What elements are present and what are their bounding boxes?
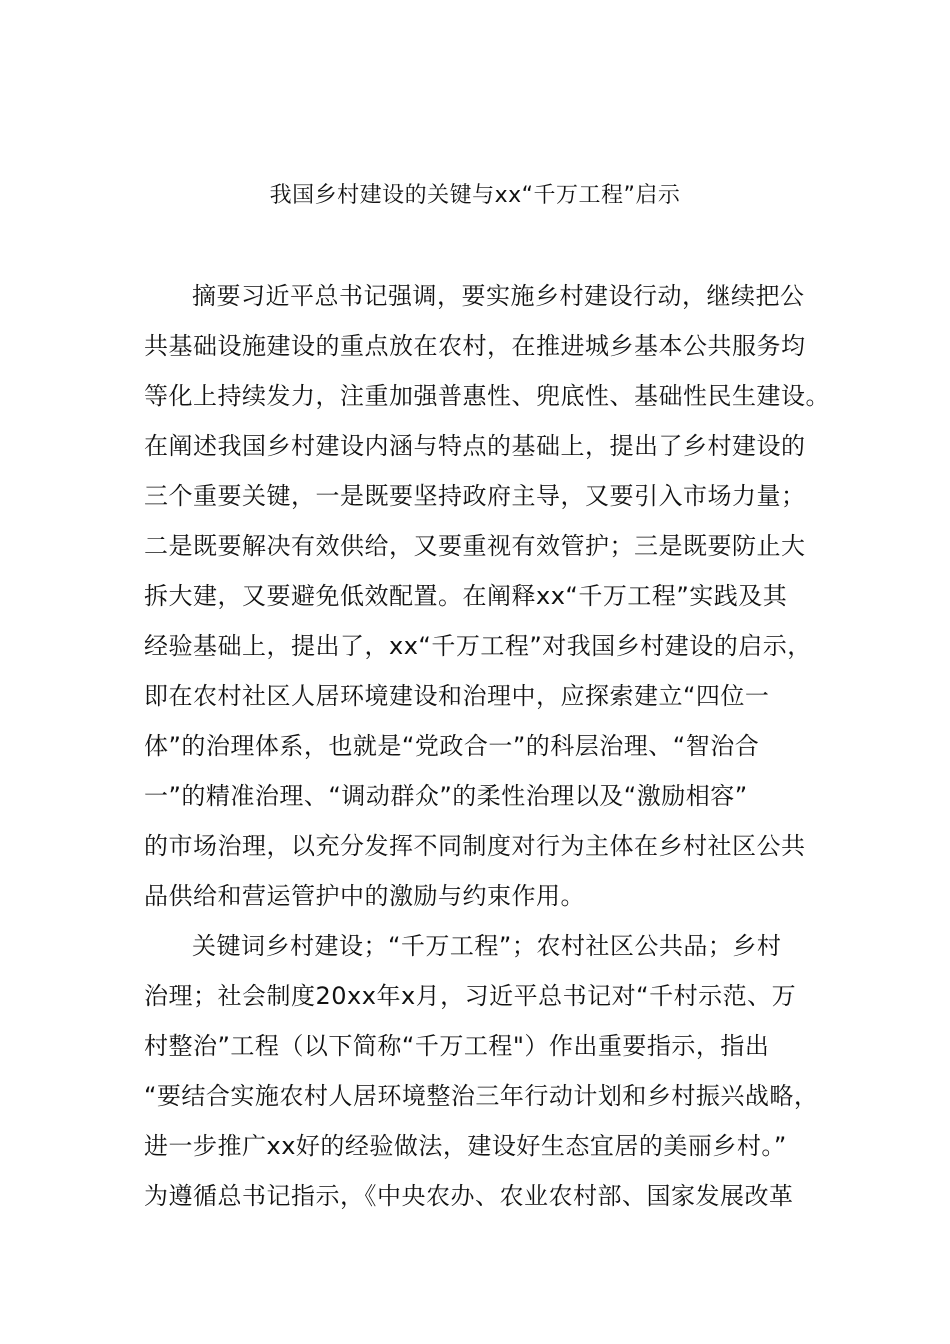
paragraph-line: 关键词乡村建设；“千万工程”；农村社区公共品；乡村 <box>192 932 782 960</box>
paragraph-line: 一”的精准治理、“调动群众”的柔性治理以及“激励相容” <box>144 782 748 810</box>
paragraph-line: 摘要习近平总书记强调，要实施乡村建设行动，继续把公 <box>192 282 805 310</box>
paragraph-line: 等化上持续发力，注重加强普惠性、兜底性、基础性民生建设。 <box>144 382 830 410</box>
paragraph-line: 进一步推广xx好的经验做法，建设好生态宜居的美丽乡村。” <box>144 1132 787 1160</box>
paragraph-line: 经验基础上，提出了，xx“千万工程”对我国乡村建设的启示， <box>144 632 812 660</box>
document-body <box>144 278 830 1228</box>
paragraph-line: 的市场治理，以充分发挥不同制度对行为主体在乡村社区公共 <box>144 832 806 860</box>
paragraph-line: 二是既要解决有效供给，又要重视有效管护；三是既要防止大 <box>144 532 806 560</box>
paragraph-line: 为遵循总书记指示，《中央农办、农业农村部、国家发展改革 <box>144 1182 794 1210</box>
paragraph-line: 品供给和营运管护中的激励与约束作用。 <box>144 882 585 910</box>
paragraph-line: 治理；社会制度20xx年x月，习近平总书记对“千村示范、万 <box>144 982 797 1010</box>
paragraph-line: 体”的治理体系，也就是“党政合一”的科层治理、“智治合 <box>144 732 760 760</box>
paragraph-line: “要结合实施农村人居环境整治三年行动计划和乡村振兴战略， <box>144 1082 819 1110</box>
document-title: 我国乡村建设的关键与xx“千万工程”启示 <box>269 183 681 208</box>
paragraph-line: 三个重要关键，一是既要坚持政府主导，又要引入市场力量； <box>144 482 806 510</box>
paragraph-line: 共基础设施建设的重点放在农村，在推进城乡基本公共服务均 <box>144 332 806 360</box>
paragraph-line: 拆大建，又要避免低效配置。在阐释xx“千万工程”实践及其 <box>144 582 788 610</box>
paragraph-line: 即在农村社区人居环境建设和治理中，应探索建立“四位一 <box>144 682 770 710</box>
paragraph-line: 村整治”工程（以下简称“千万工程"）作出重要指示，指出 <box>144 1032 770 1060</box>
paragraph-line: 在阐述我国乡村建设内涵与特点的基础上，提出了乡村建设的 <box>144 432 806 460</box>
